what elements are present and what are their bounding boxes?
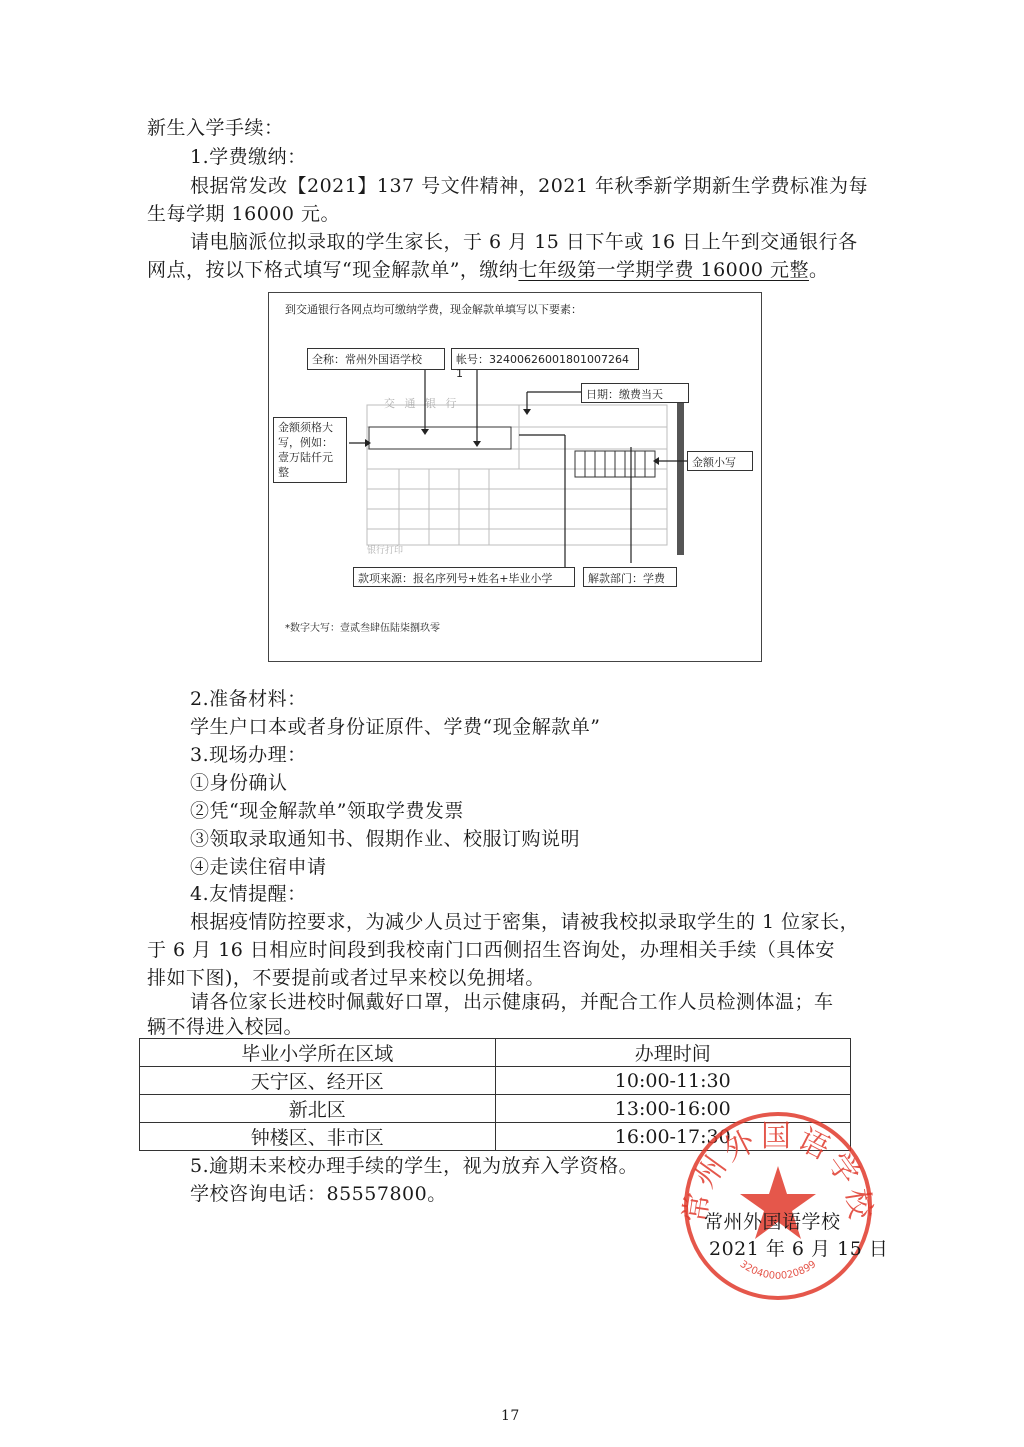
s4-paragraph-1-line-1: 根据疫情防控要求，为减少人员过于密集，请被我校拟录取学生的 1 位家长，: [190, 911, 860, 933]
schedule-time: 10:00-11:30: [495, 1067, 851, 1095]
section-5: 5.逾期未来校办理手续的学生，视为放弃入学资格。: [190, 1155, 639, 1177]
svg-text:3204000020899: 3204000020899: [737, 1258, 819, 1282]
digits-note: *数字大写：壹贰叁肆伍陆柒捌玖零: [285, 623, 440, 634]
deposit-slip-figure: [268, 292, 762, 662]
amount-lower-box: 金额小写: [687, 451, 753, 471]
schedule-area: 新北区: [140, 1095, 496, 1123]
bank-sign-label: 银行打印: [367, 546, 404, 556]
s1-paragraph-2-line-1: 请电脑派位拟录取的学生家长，于 6 月 15 日下午或 16 日上午到交通银行各: [190, 231, 858, 253]
schedule-header-area: 毕业小学所在区域: [140, 1039, 496, 1067]
section-4-title: 4.友情提醒：: [190, 883, 307, 905]
schedule-header-row: [140, 1039, 851, 1067]
signature-date: 2021 年 6 月 15 日: [709, 1238, 889, 1260]
dept-box: 解款部门：学费: [583, 567, 677, 587]
source-box: 款项来源：报名序列号+姓名+毕业小学: [353, 567, 575, 587]
section-3-title: 3.现场办理：: [190, 744, 307, 766]
s3-item-1: ①身份确认: [190, 772, 288, 794]
s4-paragraph-1-line-3: 排如下图)，不要提前或者过早来校以免拥堵。: [147, 967, 545, 989]
page-number: 17: [501, 1408, 520, 1424]
s3-item-2: ②凭“现金解款单”领取学费发票: [190, 800, 464, 822]
bank-form-title: 交 通 银 行: [384, 397, 460, 410]
s1-p2-end: 。: [808, 259, 829, 281]
schedule-area: 天宁区、经开区: [140, 1067, 496, 1095]
table-row: [140, 1067, 851, 1095]
s3-item-4: ④走读住宿申请: [190, 856, 327, 878]
s4-paragraph-2-line-2: 辆不得进入校园。: [147, 1016, 304, 1038]
schedule-area: 钟楼区、非市区: [140, 1123, 496, 1151]
amount-upper-box: 金额须格大写，例如：壹万陆仟元整: [273, 417, 347, 483]
section-2-title: 2.准备材料：: [190, 688, 307, 710]
svg-text:常州外国语学校: 常州外国语学校: [678, 1119, 878, 1226]
schedule-time: 16:00-17:30: [495, 1123, 851, 1151]
s4-paragraph-1-line-2: 于 6 月 16 日相应时间段到我校南门口西侧招生咨询处，办理相关手续（具体安: [147, 939, 835, 961]
schedule-header-time: 办理时间: [495, 1039, 851, 1067]
s1-p2-underlined-fee: 七年级第一学期学费 16000 元整: [518, 259, 809, 281]
schedule-time: 13:00-16:00: [495, 1095, 851, 1123]
figure-intro: 到交通银行各网点均可缴纳学费，现金解款单填写以下要素：: [285, 303, 582, 316]
heading: 新生入学手续：: [147, 117, 284, 139]
signature-school: 常州外国语学校: [704, 1211, 841, 1233]
account-box: 帐号：32400626001801007264​1: [451, 348, 639, 370]
s1-p2-prefix: 网点，按以下格式填写“现金解款单”，缴纳: [147, 259, 519, 281]
date-box: 日期：缴费当天: [581, 383, 689, 403]
school-seal-stamp: [678, 1106, 878, 1306]
s1-paragraph-1-line-2: 生每学期 16000 元。: [147, 203, 341, 225]
section-2-body: 学生户口本或者身份证原件、学费“现金解款单”: [190, 716, 601, 738]
s3-item-3: ③领取录取通知书、假期作业、校服订购说明: [190, 828, 581, 850]
s1-paragraph-1-line-1: 根据常发改【2021】137 号文件精神，2021 年秋季新学期新生学费标准为每: [190, 175, 869, 197]
school-phone: 学校咨询电话：85557800。: [190, 1183, 447, 1205]
s1-paragraph-2-line-2: [147, 256, 828, 284]
name-box: 全称：常州外国语学校: [307, 348, 445, 370]
section-1-title: 1.学费缴纳：: [190, 146, 307, 168]
s4-paragraph-2-line-1: 请各位家长进校时佩戴好口罩，出示健康码，并配合工作人员检测体温；车: [190, 991, 834, 1013]
